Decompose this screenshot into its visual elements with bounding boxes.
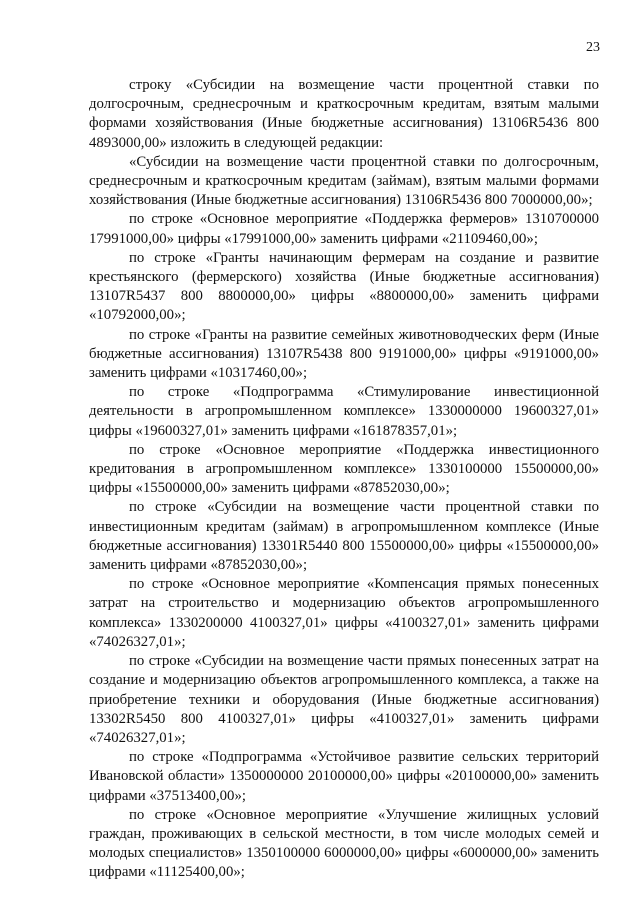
- page-number: 23: [586, 40, 600, 55]
- paragraph-4: по строке «Гранты начинающим фермерам на создание и развитие крестьянского (фермерского) хозяйства (Иные бюджетные ассигнования) 13107R5437 800 8800000,00» цифры «8800000,00» заменить цифрами «10792000,00»;: [89, 249, 599, 324]
- paragraph-12: по строке «Основное мероприятие «Улучшение жилищных условий граждан, проживающих в сельской местности, в том числе молодых семей и молодых специалистов» 1350100000 6000000,00» цифры «6000000,00» заменить цифрами «11125400,00»;: [89, 806, 599, 881]
- paragraph-11: по строке «Подпрограмма «Устойчивое развитие сельских территорий Ивановской области» 1350000000 20100000,00» цифры «20100000,00» заменить цифрами «37513400,00»;: [89, 749, 599, 804]
- document-body: [89, 76, 599, 883]
- paragraph-8: по строке «Субсидии на возмещение части процентной ставки по инвестиционным кредитам (займам) в агропромышленном комплексе (Иные бюджетные ассигнования) 13301R5440 800 15500000,00» цифры «15500000,00» заменить цифрами «87852030,00»;: [89, 499, 599, 574]
- paragraph-10: по строке «Субсидии на возмещение части прямых понесенных затрат на создание и модернизацию объектов агропромышленного комплекса, а также на приобретение техники и оборудования (Иные бюджетные ассигнования) 13302R5450 800 4100327,01» цифры «4100327,01» заменить цифрами «74026327,01»;: [89, 653, 599, 746]
- paragraph-2: «Субсидии на возмещение части процентной ставки по долгосрочным, среднесрочным и краткосрочным кредитам (займам), взятым малыми формами хозяйствования (Иные бюджетные ассигнования) 13106R5436 800 7000000,00»;: [89, 153, 599, 209]
- paragraph-5: по строке «Гранты на развитие семейных животноводческих ферм (Иные бюджетные ассигнования) 13107R5438 800 9191000,00» цифры «9191000,00» заменить цифрами «10317460,00»;: [89, 326, 599, 382]
- paragraph-6: по строке «Подпрограмма «Стимулирование инвестиционной деятельности в агропромышленном комплексе» 1330000000 19600327,01» цифры «19600327,01» заменить цифрами «161878357,01»;: [89, 384, 599, 439]
- paragraph-1: строку «Субсидии на возмещение части процентной ставки по долгосрочным, среднесрочным и краткосрочным кредитам, взятым малыми формами хозяйствования (Иные бюджетные ассигнования) 13106R5436 800 4893000,00» изложить в следующей редакции:: [89, 77, 599, 151]
- paragraph-7: по строке «Основное мероприятие «Поддержка инвестиционного кредитования в агропромышленном комплексе» 1330100000 15500000,00» цифры «15500000,00» заменить цифрами «87852030,00»;: [89, 441, 599, 497]
- paragraph-3: по строке «Основное мероприятие «Поддержка фермеров» 1310700000 17991000,00» цифры «17991000,00» заменить цифрами «21109460,00»;: [89, 211, 599, 247]
- paragraph-9: по строке «Основное мероприятие «Компенсация прямых понесенных затрат на строительство и модернизацию объектов агропромышленного комплекса» 1330200000 4100327,01» цифры «4100327,01» заменить цифрами «74026327,01»;: [89, 576, 599, 650]
